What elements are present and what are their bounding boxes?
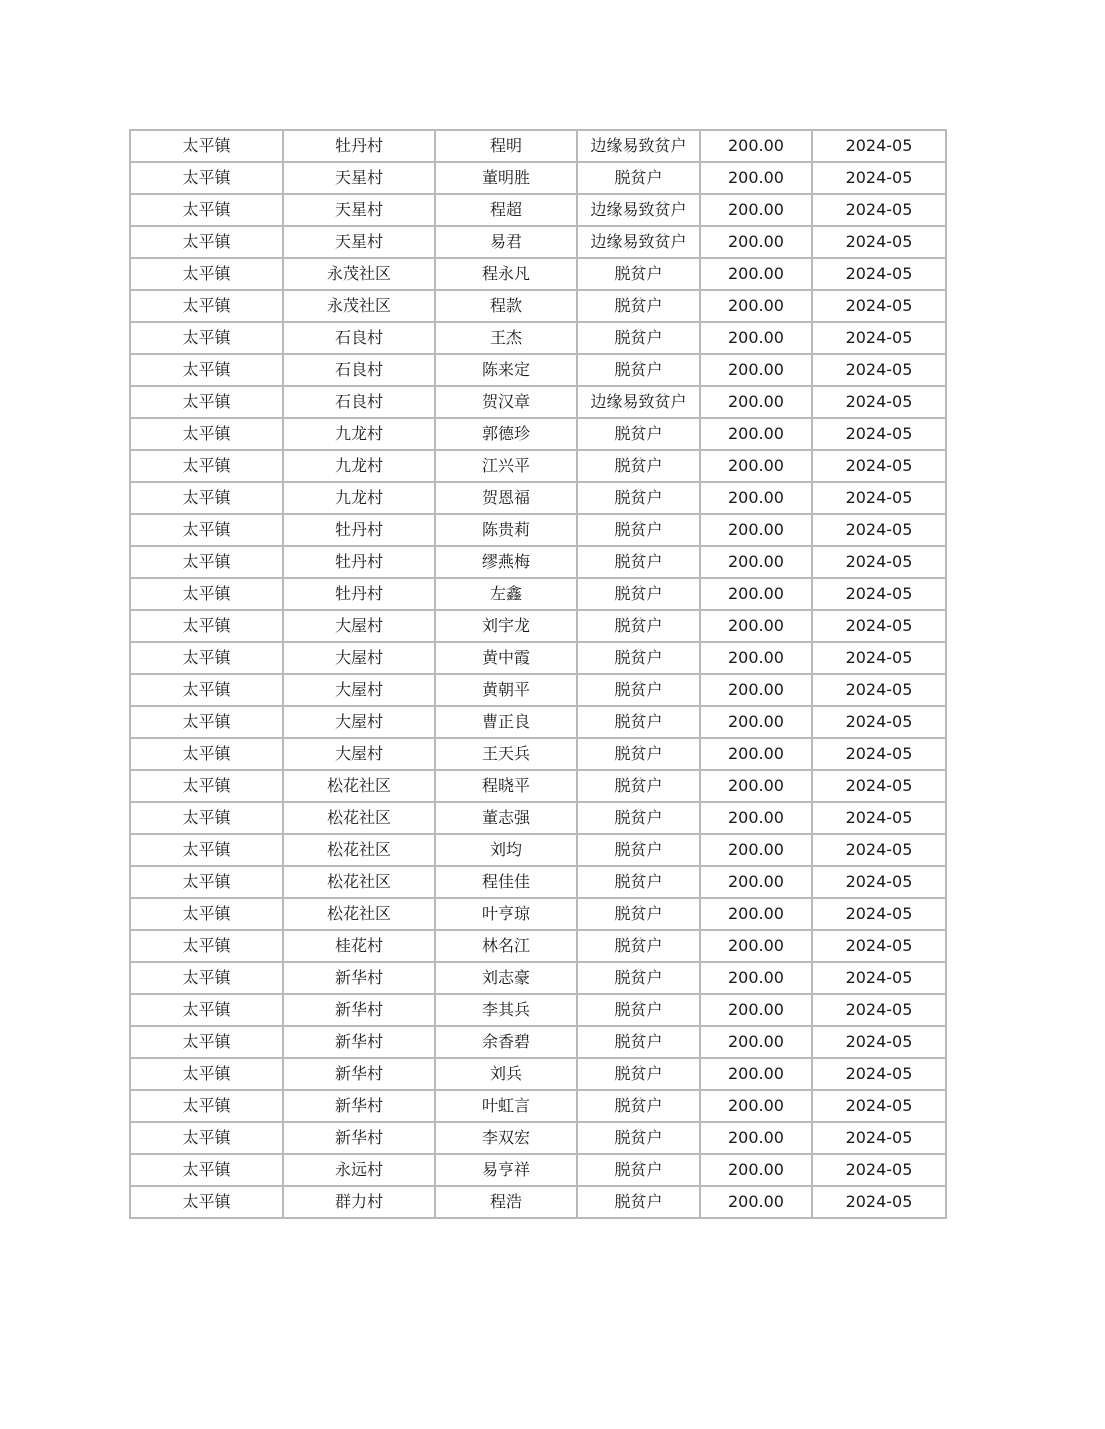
table-row bbox=[130, 386, 946, 418]
cell-name: 左鑫 bbox=[435, 578, 577, 610]
table-row bbox=[130, 1122, 946, 1154]
cell-name: 叶亨琼 bbox=[435, 898, 577, 930]
table-row bbox=[130, 738, 946, 770]
cell-village: 新华村 bbox=[283, 994, 435, 1026]
cell-village: 天星村 bbox=[283, 194, 435, 226]
cell-amount: 200.00 bbox=[700, 642, 812, 674]
cell-village: 新华村 bbox=[283, 1026, 435, 1058]
cell-town: 太平镇 bbox=[130, 738, 283, 770]
cell-amount: 200.00 bbox=[700, 610, 812, 642]
cell-month: 2024-05 bbox=[812, 162, 946, 194]
cell-amount: 200.00 bbox=[700, 258, 812, 290]
cell-household-type: 脱贫户 bbox=[577, 834, 700, 866]
cell-household-type: 脱贫户 bbox=[577, 1058, 700, 1090]
cell-name: 余香碧 bbox=[435, 1026, 577, 1058]
cell-village: 牡丹村 bbox=[283, 578, 435, 610]
cell-month: 2024-05 bbox=[812, 834, 946, 866]
cell-amount: 200.00 bbox=[700, 674, 812, 706]
cell-amount: 200.00 bbox=[700, 578, 812, 610]
cell-village: 新华村 bbox=[283, 1058, 435, 1090]
cell-village: 石良村 bbox=[283, 354, 435, 386]
cell-month: 2024-05 bbox=[812, 386, 946, 418]
cell-town: 太平镇 bbox=[130, 642, 283, 674]
cell-amount: 200.00 bbox=[700, 802, 812, 834]
cell-town: 太平镇 bbox=[130, 898, 283, 930]
table-row bbox=[130, 1058, 946, 1090]
cell-name: 李其兵 bbox=[435, 994, 577, 1026]
cell-amount: 200.00 bbox=[700, 162, 812, 194]
cell-name: 王杰 bbox=[435, 322, 577, 354]
cell-amount: 200.00 bbox=[700, 930, 812, 962]
cell-household-type: 脱贫户 bbox=[577, 642, 700, 674]
cell-village: 新华村 bbox=[283, 1122, 435, 1154]
cell-month: 2024-05 bbox=[812, 130, 946, 162]
cell-town: 太平镇 bbox=[130, 514, 283, 546]
cell-household-type: 脱贫户 bbox=[577, 802, 700, 834]
cell-amount: 200.00 bbox=[700, 706, 812, 738]
cell-household-type: 边缘易致贫户 bbox=[577, 194, 700, 226]
cell-month: 2024-05 bbox=[812, 898, 946, 930]
cell-household-type: 脱贫户 bbox=[577, 866, 700, 898]
cell-amount: 200.00 bbox=[700, 354, 812, 386]
cell-household-type: 脱贫户 bbox=[577, 290, 700, 322]
table-row bbox=[130, 802, 946, 834]
cell-town: 太平镇 bbox=[130, 258, 283, 290]
table-row bbox=[130, 770, 946, 802]
cell-name: 刘兵 bbox=[435, 1058, 577, 1090]
cell-village: 永茂社区 bbox=[283, 290, 435, 322]
table-row bbox=[130, 290, 946, 322]
cell-name: 缪燕梅 bbox=[435, 546, 577, 578]
cell-village: 大屋村 bbox=[283, 674, 435, 706]
cell-village: 石良村 bbox=[283, 322, 435, 354]
cell-month: 2024-05 bbox=[812, 1186, 946, 1218]
cell-month: 2024-05 bbox=[812, 418, 946, 450]
cell-household-type: 脱贫户 bbox=[577, 738, 700, 770]
cell-month: 2024-05 bbox=[812, 1090, 946, 1122]
table-row bbox=[130, 1186, 946, 1218]
cell-town: 太平镇 bbox=[130, 482, 283, 514]
cell-household-type: 脱贫户 bbox=[577, 450, 700, 482]
cell-name: 陈来定 bbox=[435, 354, 577, 386]
cell-village: 群力村 bbox=[283, 1186, 435, 1218]
cell-name: 程超 bbox=[435, 194, 577, 226]
subsidy-roster-table bbox=[129, 129, 947, 1219]
cell-household-type: 脱贫户 bbox=[577, 258, 700, 290]
cell-village: 桂花村 bbox=[283, 930, 435, 962]
table-row bbox=[130, 450, 946, 482]
cell-amount: 200.00 bbox=[700, 514, 812, 546]
cell-name: 陈贵莉 bbox=[435, 514, 577, 546]
cell-name: 贺恩福 bbox=[435, 482, 577, 514]
cell-name: 易君 bbox=[435, 226, 577, 258]
cell-amount: 200.00 bbox=[700, 546, 812, 578]
cell-month: 2024-05 bbox=[812, 514, 946, 546]
cell-month: 2024-05 bbox=[812, 994, 946, 1026]
cell-month: 2024-05 bbox=[812, 578, 946, 610]
cell-town: 太平镇 bbox=[130, 162, 283, 194]
cell-amount: 200.00 bbox=[700, 290, 812, 322]
cell-town: 太平镇 bbox=[130, 802, 283, 834]
cell-town: 太平镇 bbox=[130, 1026, 283, 1058]
table-row bbox=[130, 610, 946, 642]
cell-household-type: 脱贫户 bbox=[577, 418, 700, 450]
cell-town: 太平镇 bbox=[130, 706, 283, 738]
cell-household-type: 脱贫户 bbox=[577, 770, 700, 802]
table-row bbox=[130, 930, 946, 962]
cell-month: 2024-05 bbox=[812, 770, 946, 802]
cell-amount: 200.00 bbox=[700, 450, 812, 482]
cell-household-type: 脱贫户 bbox=[577, 578, 700, 610]
table-row bbox=[130, 482, 946, 514]
cell-household-type: 脱贫户 bbox=[577, 1026, 700, 1058]
cell-name: 董明胜 bbox=[435, 162, 577, 194]
cell-amount: 200.00 bbox=[700, 962, 812, 994]
cell-month: 2024-05 bbox=[812, 290, 946, 322]
cell-name: 黄朝平 bbox=[435, 674, 577, 706]
cell-name: 叶虹言 bbox=[435, 1090, 577, 1122]
cell-household-type: 脱贫户 bbox=[577, 706, 700, 738]
cell-village: 新华村 bbox=[283, 1090, 435, 1122]
cell-town: 太平镇 bbox=[130, 1058, 283, 1090]
cell-village: 九龙村 bbox=[283, 482, 435, 514]
cell-household-type: 边缘易致贫户 bbox=[577, 130, 700, 162]
cell-month: 2024-05 bbox=[812, 546, 946, 578]
cell-village: 松花社区 bbox=[283, 866, 435, 898]
table-row bbox=[130, 322, 946, 354]
cell-town: 太平镇 bbox=[130, 962, 283, 994]
cell-town: 太平镇 bbox=[130, 1154, 283, 1186]
cell-amount: 200.00 bbox=[700, 386, 812, 418]
table-row bbox=[130, 578, 946, 610]
cell-village: 松花社区 bbox=[283, 834, 435, 866]
cell-month: 2024-05 bbox=[812, 322, 946, 354]
cell-household-type: 脱贫户 bbox=[577, 930, 700, 962]
cell-name: 程佳佳 bbox=[435, 866, 577, 898]
cell-month: 2024-05 bbox=[812, 674, 946, 706]
table-row bbox=[130, 1026, 946, 1058]
cell-amount: 200.00 bbox=[700, 418, 812, 450]
cell-town: 太平镇 bbox=[130, 322, 283, 354]
cell-household-type: 脱贫户 bbox=[577, 898, 700, 930]
cell-amount: 200.00 bbox=[700, 322, 812, 354]
cell-amount: 200.00 bbox=[700, 866, 812, 898]
cell-name: 郭德珍 bbox=[435, 418, 577, 450]
cell-amount: 200.00 bbox=[700, 1154, 812, 1186]
cell-village: 永远村 bbox=[283, 1154, 435, 1186]
cell-town: 太平镇 bbox=[130, 226, 283, 258]
cell-town: 太平镇 bbox=[130, 1090, 283, 1122]
cell-amount: 200.00 bbox=[700, 898, 812, 930]
cell-name: 曹正良 bbox=[435, 706, 577, 738]
cell-town: 太平镇 bbox=[130, 866, 283, 898]
cell-town: 太平镇 bbox=[130, 1122, 283, 1154]
cell-town: 太平镇 bbox=[130, 674, 283, 706]
table-row bbox=[130, 706, 946, 738]
cell-household-type: 脱贫户 bbox=[577, 1186, 700, 1218]
cell-amount: 200.00 bbox=[700, 130, 812, 162]
cell-month: 2024-05 bbox=[812, 1058, 946, 1090]
cell-month: 2024-05 bbox=[812, 610, 946, 642]
table-row bbox=[130, 834, 946, 866]
cell-month: 2024-05 bbox=[812, 738, 946, 770]
cell-amount: 200.00 bbox=[700, 1026, 812, 1058]
cell-amount: 200.00 bbox=[700, 1186, 812, 1218]
table-row bbox=[130, 642, 946, 674]
roster-table-body bbox=[130, 130, 946, 1218]
cell-name: 程明 bbox=[435, 130, 577, 162]
cell-town: 太平镇 bbox=[130, 834, 283, 866]
cell-town: 太平镇 bbox=[130, 386, 283, 418]
cell-amount: 200.00 bbox=[700, 994, 812, 1026]
cell-village: 天星村 bbox=[283, 226, 435, 258]
cell-month: 2024-05 bbox=[812, 482, 946, 514]
cell-month: 2024-05 bbox=[812, 194, 946, 226]
cell-household-type: 脱贫户 bbox=[577, 674, 700, 706]
cell-household-type: 脱贫户 bbox=[577, 1090, 700, 1122]
table-row bbox=[130, 1090, 946, 1122]
table-row bbox=[130, 674, 946, 706]
cell-town: 太平镇 bbox=[130, 930, 283, 962]
table-row bbox=[130, 962, 946, 994]
table-row bbox=[130, 226, 946, 258]
table-row bbox=[130, 354, 946, 386]
cell-amount: 200.00 bbox=[700, 770, 812, 802]
cell-name: 程晓平 bbox=[435, 770, 577, 802]
cell-village: 牡丹村 bbox=[283, 514, 435, 546]
cell-amount: 200.00 bbox=[700, 1090, 812, 1122]
cell-name: 董志强 bbox=[435, 802, 577, 834]
cell-household-type: 脱贫户 bbox=[577, 482, 700, 514]
cell-month: 2024-05 bbox=[812, 1154, 946, 1186]
cell-town: 太平镇 bbox=[130, 1186, 283, 1218]
cell-town: 太平镇 bbox=[130, 194, 283, 226]
cell-town: 太平镇 bbox=[130, 610, 283, 642]
cell-household-type: 脱贫户 bbox=[577, 962, 700, 994]
cell-town: 太平镇 bbox=[130, 418, 283, 450]
table-row bbox=[130, 994, 946, 1026]
cell-name: 刘宇龙 bbox=[435, 610, 577, 642]
cell-village: 大屋村 bbox=[283, 610, 435, 642]
cell-amount: 200.00 bbox=[700, 194, 812, 226]
cell-household-type: 脱贫户 bbox=[577, 1122, 700, 1154]
cell-month: 2024-05 bbox=[812, 450, 946, 482]
cell-town: 太平镇 bbox=[130, 994, 283, 1026]
table-row bbox=[130, 258, 946, 290]
cell-name: 林名江 bbox=[435, 930, 577, 962]
cell-town: 太平镇 bbox=[130, 450, 283, 482]
cell-town: 太平镇 bbox=[130, 578, 283, 610]
table-row bbox=[130, 546, 946, 578]
cell-household-type: 脱贫户 bbox=[577, 546, 700, 578]
cell-month: 2024-05 bbox=[812, 642, 946, 674]
cell-month: 2024-05 bbox=[812, 706, 946, 738]
cell-month: 2024-05 bbox=[812, 1122, 946, 1154]
cell-amount: 200.00 bbox=[700, 834, 812, 866]
cell-name: 王天兵 bbox=[435, 738, 577, 770]
cell-village: 牡丹村 bbox=[283, 546, 435, 578]
cell-amount: 200.00 bbox=[700, 482, 812, 514]
cell-month: 2024-05 bbox=[812, 962, 946, 994]
cell-village: 石良村 bbox=[283, 386, 435, 418]
cell-town: 太平镇 bbox=[130, 546, 283, 578]
cell-household-type: 脱贫户 bbox=[577, 162, 700, 194]
table-row bbox=[130, 162, 946, 194]
cell-town: 太平镇 bbox=[130, 290, 283, 322]
cell-village: 大屋村 bbox=[283, 706, 435, 738]
table-row bbox=[130, 194, 946, 226]
cell-household-type: 脱贫户 bbox=[577, 1154, 700, 1186]
cell-name: 黄中霞 bbox=[435, 642, 577, 674]
table-row bbox=[130, 418, 946, 450]
cell-month: 2024-05 bbox=[812, 1026, 946, 1058]
cell-name: 江兴平 bbox=[435, 450, 577, 482]
cell-amount: 200.00 bbox=[700, 1122, 812, 1154]
cell-village: 九龙村 bbox=[283, 450, 435, 482]
table-row bbox=[130, 898, 946, 930]
cell-town: 太平镇 bbox=[130, 354, 283, 386]
cell-name: 刘志豪 bbox=[435, 962, 577, 994]
cell-household-type: 脱贫户 bbox=[577, 354, 700, 386]
cell-household-type: 脱贫户 bbox=[577, 514, 700, 546]
cell-village: 牡丹村 bbox=[283, 130, 435, 162]
cell-village: 大屋村 bbox=[283, 642, 435, 674]
cell-town: 太平镇 bbox=[130, 130, 283, 162]
cell-town: 太平镇 bbox=[130, 770, 283, 802]
cell-name: 李双宏 bbox=[435, 1122, 577, 1154]
cell-household-type: 脱贫户 bbox=[577, 610, 700, 642]
cell-amount: 200.00 bbox=[700, 226, 812, 258]
cell-household-type: 边缘易致贫户 bbox=[577, 226, 700, 258]
cell-name: 刘均 bbox=[435, 834, 577, 866]
table-row bbox=[130, 130, 946, 162]
cell-month: 2024-05 bbox=[812, 226, 946, 258]
cell-village: 九龙村 bbox=[283, 418, 435, 450]
table-row bbox=[130, 514, 946, 546]
cell-name: 易亨祥 bbox=[435, 1154, 577, 1186]
cell-household-type: 脱贫户 bbox=[577, 322, 700, 354]
cell-village: 新华村 bbox=[283, 962, 435, 994]
table-row bbox=[130, 866, 946, 898]
cell-month: 2024-05 bbox=[812, 802, 946, 834]
cell-village: 松花社区 bbox=[283, 898, 435, 930]
cell-household-type: 脱贫户 bbox=[577, 994, 700, 1026]
cell-name: 程浩 bbox=[435, 1186, 577, 1218]
cell-month: 2024-05 bbox=[812, 930, 946, 962]
cell-amount: 200.00 bbox=[700, 738, 812, 770]
cell-village: 大屋村 bbox=[283, 738, 435, 770]
cell-village: 永茂社区 bbox=[283, 258, 435, 290]
cell-amount: 200.00 bbox=[700, 1058, 812, 1090]
cell-household-type: 边缘易致贫户 bbox=[577, 386, 700, 418]
cell-village: 天星村 bbox=[283, 162, 435, 194]
cell-name: 程款 bbox=[435, 290, 577, 322]
cell-village: 松花社区 bbox=[283, 770, 435, 802]
cell-month: 2024-05 bbox=[812, 866, 946, 898]
cell-month: 2024-05 bbox=[812, 258, 946, 290]
cell-month: 2024-05 bbox=[812, 354, 946, 386]
cell-name: 程永凡 bbox=[435, 258, 577, 290]
cell-name: 贺汉章 bbox=[435, 386, 577, 418]
table-row bbox=[130, 1154, 946, 1186]
cell-village: 松花社区 bbox=[283, 802, 435, 834]
